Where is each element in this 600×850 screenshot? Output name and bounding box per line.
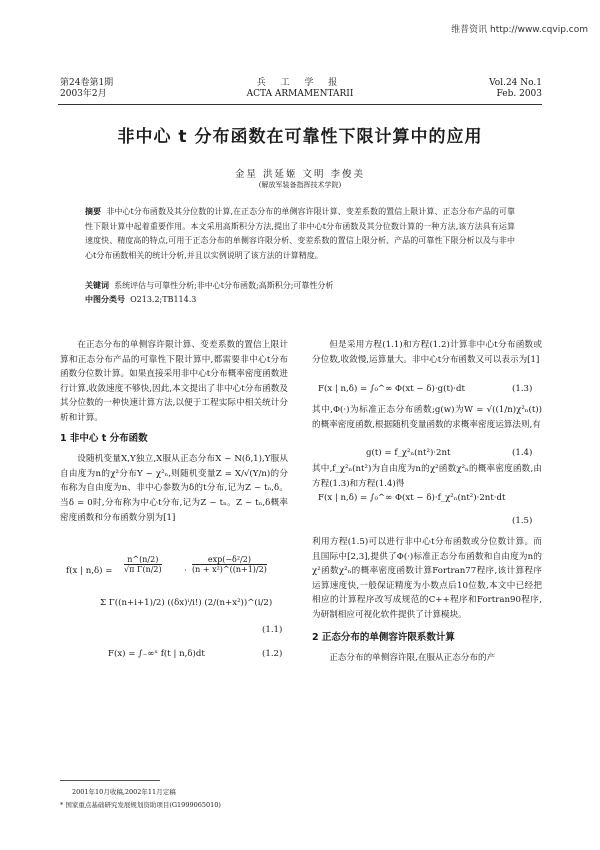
eq1-denominator-2: (n + x²)^((n+1)/2) — [192, 565, 267, 574]
right-column-top — [312, 338, 542, 367]
paper-title: 非中心 t 分布函数在可靠性下限计算中的应用 — [117, 127, 483, 147]
equation-1-5-number: (1.5) — [512, 516, 533, 526]
abstract-text: 非中心t分布函数及其分位数的计算,在正态分布的单侧容许限计算、变差系数的置信上限计算、正态分布产品的可靠性下限计算中起着重要作用。本文采用高斯积分方法,提出了非中心t分布函数及其分位数计算的一种方法,该方法具有运算速度快、精度高的特点,可用于正态分布的单侧容许限分析、变差系数的置信上限分析、产品的可靠性下限分析以及与非中心t分布函数相关的统计分析,并且以实例说明了该方法的计算精度。 — [85, 207, 515, 260]
footnote-received: 2001年10月收稿,2002年11月定稿 — [72, 788, 176, 796]
issue-info — [489, 78, 542, 100]
right-paragraph-1: 但是采用方程(1.1)和方程(1.2)计算非中心t分布函数或分位数,收敛慢,运算量大。非中心t分布函数又可以表示为[1] — [312, 340, 542, 365]
equation-1-1-number: (1.1) — [262, 625, 283, 635]
right-paragraph-2: 其中,Φ(·)为标准正态分布函数;g(w)为W = √((1/n)χ²ₙ(t))的概率密度函数,根据随机变量函数的求概率密度运算法则,有 — [312, 405, 542, 430]
right-column-mid2 — [312, 462, 542, 491]
right-column-mid — [312, 403, 542, 432]
eq1-fraction-2 — [192, 555, 267, 574]
section-1-paragraph: 设随机变量X,Y独立,X服从正态分布X ~ N(δ,1),Y服从自由度为n的χ²分布Y ~ χ²ₙ,则随机变量Z = X/√(Y/n)的分布称为自由度为n、非中心参数为δ的t分布,记为Z ~ tₙ,δ。当δ = 0时,分布称为中心t分布,记为Z ~ tₙ。Z ~ tₙ,δ概率密度函数和分布函数分别为[1] — [60, 454, 288, 523]
abstract-label: 摘要 — [85, 207, 102, 216]
equation-1-1 — [66, 555, 294, 591]
equation-1-1-sum: Σ Γ((n+i+1)/2) ((δx)ⁱ/i!) (2/(n+x²))^(i/2) — [100, 598, 273, 608]
keywords-label: 关键词 — [85, 281, 109, 290]
intro-paragraph: 在正态分布的单侧容许限计算、变差系数的置信上限计算和正态分布产品的可靠性下限计算中,都需要非中心t分布函数分位数计算。如果直接采用非中心t分布概率密度函数进行计算,收敛速度不够快,因此,本文提出了非中心t分布函数及其分位数的一种快速计算方法,以便于工程实际中相关统计分析和计算。 — [60, 340, 288, 423]
abstract — [85, 205, 515, 263]
right-paragraph-3: 其中,f_χ²ₙ(nt²)为自由度为n的χ²函数χ²ₙ的概率密度函数,由方程(1.3)和方程(1.4)得 — [312, 464, 542, 489]
journal-cn: 兵 工 学 报 — [256, 78, 344, 88]
left-column — [60, 338, 288, 525]
eq1-numerator-1: n^(n/2) — [124, 555, 162, 565]
right-column-bottom — [312, 535, 542, 666]
equation-1-4: g(t) = f_χ²ₙ(nt²)·2nt — [366, 448, 451, 458]
eq1-fraction-1 — [124, 555, 162, 574]
equation-1-3-number: (1.3) — [512, 384, 533, 394]
eq1-dot: · — [184, 566, 187, 576]
section-1-heading: 1 非中心 t 分布函数 — [60, 432, 148, 444]
equation-1-3: F(x | n,δ) = ∫₀^∞ Φ(xt − δ)·g(t)·dt — [318, 384, 465, 394]
right-paragraph-4: 利用方程(1.5)可以进行非中心t分布函数或分位数计算。而且国际中[2,3],提供了Φ(·)标准正态分布函数和自由度为n的χ²函数χ²ₙ的概率密度函数计算Fortran77程序,该计算程序运算速度快,一般保证精度为小数点后10位数,本文中已经把相应的计算程序改写成规范的C++程序和Fortran90程序,为研制相应可视化软件提供了计算模块。 — [312, 537, 542, 620]
equation-1-5: F(x | n,δ) = ∫₀^∞ Φ(xt − δ)·f_χ²ₙ(nt²)·2nt·dt — [318, 493, 506, 503]
eq1-numerator-2: exp(−δ²/2) — [192, 555, 267, 565]
clc-label: 中图分类号 — [85, 295, 125, 304]
journal-en: ACTA ARMAMENTARII — [246, 89, 354, 99]
eq1-lhs: f(x | n,δ) = — [66, 566, 113, 576]
right-paragraph-5: 正态分布的单侧容许限,在服从正态分布的产 — [329, 653, 496, 664]
equation-1-2-number: (1.2) — [262, 649, 283, 659]
watermark: 维普资讯 http://www.cqvip.com — [451, 25, 588, 35]
affiliation: (解放军装备指挥技术学院) — [258, 181, 342, 189]
clc-number — [85, 293, 515, 307]
eq1-denominator-1: √π Γ(n/2) — [124, 565, 162, 574]
volume-line: 第24卷第1期 — [60, 78, 114, 88]
authors: 金星 洪延姬 文明 李俊美 — [234, 169, 366, 180]
section-2-heading: 2 正态分布的单侧容许限系数计算 — [312, 631, 455, 643]
keywords — [85, 279, 515, 293]
header-rule — [58, 104, 542, 105]
equation-1-4-number: (1.4) — [512, 448, 533, 458]
equation-1-2: F(x) = ∫₋∞ˣ f(t | n,δ)dt — [108, 649, 205, 659]
clc-text: O213.2;TB114.3 — [130, 295, 197, 304]
footnote-rule — [60, 780, 160, 781]
date-line: 2003年2月 — [60, 89, 107, 99]
issue-line: Vol.24 No.1 — [489, 78, 542, 88]
keywords-text: 系统评估与可靠性分析;非中心t分布函数;高斯积分;可靠性分析 — [114, 281, 334, 290]
issue-date: Feb. 2003 — [496, 89, 542, 99]
footnote-fund: * 国家重点基础研究发展规划资助项目(G1999065010) — [60, 801, 221, 809]
